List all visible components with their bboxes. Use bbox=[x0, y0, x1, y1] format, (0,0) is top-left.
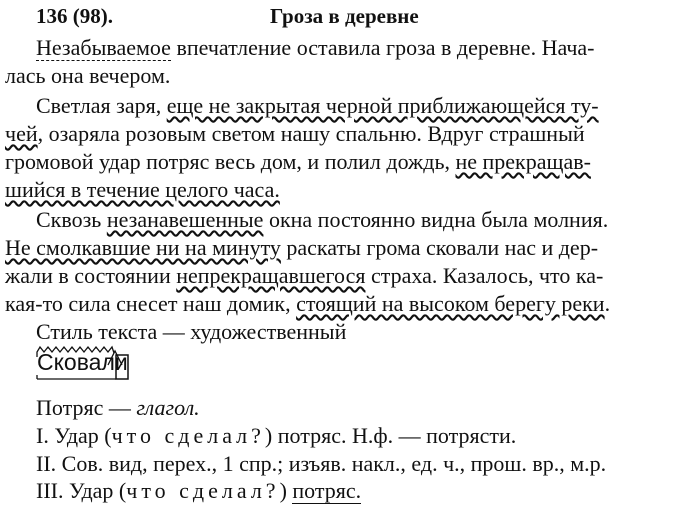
participial-phrase-4: стоящий на высоком берегу реки bbox=[296, 291, 605, 316]
p3-line-4-a: кая-то сила снесет наш домик, bbox=[5, 291, 297, 316]
word-morpheme-parse bbox=[34, 343, 130, 381]
participial-phrase-2-end: шийся в течение целого часа. bbox=[5, 177, 280, 202]
p3-line-3 bbox=[5, 262, 603, 290]
participle-2: непрекращавшегося bbox=[176, 263, 366, 288]
analysis-word: Потряс — bbox=[36, 395, 137, 420]
text-style-line: Стиль текста — художественный bbox=[36, 319, 347, 344]
analysis-2-a: I. Удар ( bbox=[36, 423, 112, 448]
p2-line-4 bbox=[5, 176, 280, 204]
participial-phrase-2: не прекращав- bbox=[455, 149, 591, 174]
p1-line-2: лась она вечером. bbox=[5, 63, 171, 88]
p3-line-1 bbox=[36, 206, 608, 234]
part-of-speech: глагол. bbox=[136, 395, 200, 420]
analysis-4-c: ) bbox=[279, 478, 293, 503]
parsed-word: Сковали bbox=[37, 349, 128, 375]
p3-line-2 bbox=[5, 234, 598, 262]
p2-line-1-text: Светлая заря, bbox=[36, 93, 167, 118]
p1-line-1-text: впечатление оставила гроза в деревне. Нача- bbox=[170, 35, 595, 60]
p3-line-3-a: жали в состоянии bbox=[5, 263, 177, 288]
p2-line-2-text: , озаряла розовым светом нашу спальню. Вдруг страшный bbox=[37, 121, 585, 146]
p3-line-4-c: . bbox=[604, 291, 611, 316]
analysis-line-3: II. Сов. вид, перех., 1 спр.; изъяв. накл., ед. ч., прош. вр., м.р. bbox=[36, 451, 607, 476]
p3-line-2-b: раскаты грома сковали нас и дер- bbox=[280, 235, 599, 260]
analysis-line-2 bbox=[36, 422, 516, 450]
question-1: что сделал? bbox=[111, 423, 265, 448]
p2-line-3 bbox=[5, 148, 591, 176]
analysis-line-4 bbox=[36, 477, 361, 505]
subject-underline: Незабываемое bbox=[36, 35, 171, 60]
participial-phrase-3: Не смолкавшие ни на минуту bbox=[5, 235, 281, 260]
exercise-number: 136 (98). bbox=[36, 4, 113, 28]
p2-line-3-text: громовой удар потряс весь дом, и полил дождь, bbox=[5, 149, 456, 174]
p2-line-2 bbox=[5, 120, 585, 148]
participle: незанавешенные bbox=[106, 207, 264, 232]
analysis-4-a: III. Удар ( bbox=[36, 478, 127, 503]
participial-phrase-end: чей bbox=[5, 121, 38, 146]
p2-line-1 bbox=[36, 92, 599, 120]
participial-phrase: еще не закрытая черной приближающейся ту- bbox=[166, 93, 599, 118]
p1-line-1 bbox=[36, 34, 595, 62]
question-2: что сделал? bbox=[126, 478, 280, 503]
analysis-line-1 bbox=[36, 394, 200, 422]
predicate-underline: потряс. bbox=[292, 478, 362, 503]
analysis-2-c: ) потряс. Н.ф. — потрясти. bbox=[264, 423, 517, 448]
p3-line-3-c: страха. Казалось, что ка- bbox=[365, 263, 604, 288]
p3-line-4 bbox=[5, 290, 610, 318]
p3-line-1-c: окна постоянно видна была молния. bbox=[263, 207, 609, 232]
exercise-title: Гроза в деревне bbox=[270, 4, 419, 28]
p3-line-1-a: Сквозь bbox=[36, 207, 107, 232]
